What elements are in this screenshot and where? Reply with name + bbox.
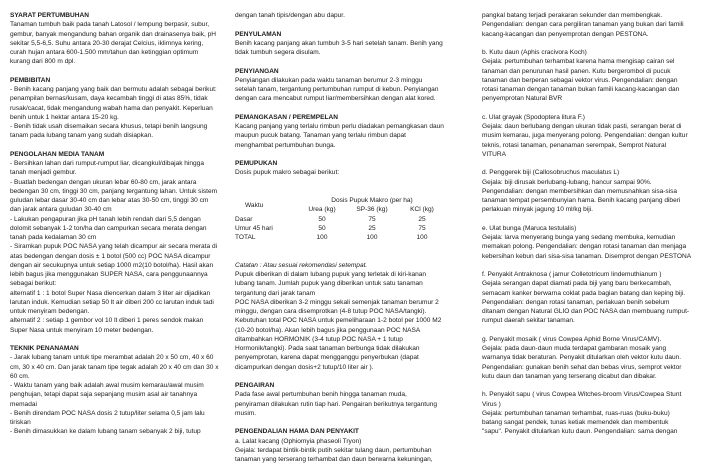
- paragraph-spacer: [235, 418, 471, 427]
- text-line: teknis, rotasi tanaman, penanaman serempak, Semprot Natural: [482, 141, 667, 149]
- text-line: Tanaman tumbuh baik pada tanah Latosol / lempung berpasir, subur,: [10, 21, 210, 29]
- section-heading: PEMANGKASAN / PEREMPELAN: [235, 113, 338, 121]
- text-line: f. Penyakit Antraknosa ( jamur Colletotricum lindemuthianum ): [482, 271, 662, 278]
- text-line: dengan cara mencabut rumput liar/membersihkan dengan alat kored.: [235, 95, 436, 103]
- paragraph-spacer: [482, 39, 724, 48]
- text-line: penghujan, tetapi dapat saja sepanjang musim asal air tanahnya: [10, 391, 198, 399]
- text-line: "sapu". Penyakit ditularkan kutu daun. Pengendalian: sama dengan: [482, 428, 678, 436]
- table-cell: 100: [416, 234, 428, 241]
- text-line: memakan polong. Pengendalian: dengan rotasi tanaman dan menjaga: [482, 243, 687, 251]
- section-heading: PENYULAMAN: [235, 30, 282, 38]
- text-line: kutu daun dan tanaman yang terserang dicabut dan dibakar.: [482, 372, 657, 380]
- text-line: Gejala: larva menyerang bunga yang sedang membuka, kemudian: [482, 234, 676, 241]
- text-line: - Jarak lubang tanam untuk tipe merambat adalah 20 x 50 cm, 40 x 60: [10, 354, 214, 362]
- text-line: rotasi tanaman dengan tanaman bukan famili kacang-kacangan dan: [482, 86, 680, 93]
- text-line: Gejala: pertumbuhan terhambat karena hama mengisap cairan sel: [482, 58, 675, 66]
- text-line: rusak/cacat, tidak mengandung wabah hama dan penyakit. Keperluan: [10, 104, 213, 112]
- text-line: alternatif 1 : 1 botol Super Nasa diencerkan dalam 3 liter air dijadikan: [10, 289, 211, 297]
- text-line: ditanam dengan Natural GLIO dan POC NASA dan membuang rumput-: [482, 308, 690, 315]
- text-line: tidak tumbuh segera disulam.: [235, 49, 321, 56]
- section-heading: PENGENDALIAN HAMA DAN PENYAKIT: [235, 428, 359, 436]
- text-line: warnanya tidak beraturan. Penyakit ditularkan oleh vektor kutu daun.: [482, 354, 682, 362]
- paragraph-spacer: [482, 159, 724, 168]
- text-line: penyiraman dilakukan rutin tiap hari. Pengairan berikutnya tergantung: [235, 400, 437, 408]
- text-line: Pengendalian: dengan rotasi tanaman, perlakuan benih sebelum: [482, 298, 670, 306]
- text-line: Virus ): [482, 400, 501, 408]
- text-line: tanaman tempat persembunyian hama. Benih kacang panjang diberi: [482, 197, 681, 204]
- paragraph-spacer: [10, 335, 232, 344]
- text-line: - Benih tidak usah disemaikan secara khusus, tetapi benih langsung: [10, 123, 208, 130]
- table-row-label-header: Waktu: [245, 201, 264, 209]
- table-row: [235, 215, 447, 224]
- table-cell: 100: [316, 234, 328, 241]
- table-cell: 25: [368, 224, 376, 232]
- text-line: - Siramkan pupuk POC NASA yang telah dicampur air secara merata di: [10, 243, 218, 251]
- text-line: kebersihan kebun dari sisa-sisa tanaman. Disemprot dengan PESTONA: [482, 252, 692, 260]
- text-line: bedengan 30 cm, tinggi 30 cm, panjang tergantung lahan. Untuk sistem: [10, 187, 218, 195]
- text-line: menghambat pertumbuhan bunga.: [235, 141, 336, 149]
- section-heading: PEMUPUKAN: [235, 160, 278, 167]
- paragraph-spacer: [482, 326, 724, 335]
- text-line: Gejala: pertumbuhan tanaman terhambat, ruas-ruas (buku-buku): [482, 409, 670, 417]
- table-cell: 50: [318, 215, 326, 223]
- text-line: Benih kacang panjang akan tumbuh 3-5 hari setelah tanam. Benih yang: [235, 39, 443, 47]
- text-line: POC NASA diberikan 3-2 minggu sekali semenjak tanaman berumur 2: [235, 298, 439, 306]
- paragraph-spacer: [10, 67, 232, 76]
- text-line: Pengendalian: dengan membersihkan dan memusnahkan sisa-sisa: [482, 187, 678, 195]
- text-line: tiriskan: [10, 419, 31, 426]
- section-heading: PEMBIBITAN: [10, 76, 51, 84]
- text-line: dengan air secukupnya untuk setiap 1000 m2(10 botol/ha). Hasil akan: [10, 261, 214, 269]
- table-row-label: TOTAL: [235, 234, 256, 241]
- text-line: Kacang panjang yang terlalu rimbun perlu diadakan pemangkasan daun: [235, 123, 444, 130]
- section-heading: PENGOLAHAN MEDIA TANAM: [10, 150, 105, 158]
- text-line: tanaman dan berperan sebagai vektor virus. Pengendalian: dengan: [482, 76, 678, 84]
- text-line: Gejala: pada daun-daun muda terdapat gambaran mosaik yang: [482, 345, 667, 352]
- section-heading: PENGAIRAN: [235, 382, 275, 389]
- table-row: [235, 224, 447, 233]
- text-line: Pada fase awal pertumbuhan benih hingga tanaman muda,: [235, 391, 407, 399]
- text-line: alternatif 2 : setiap 1 gembor vol 10 lt diberi 1 peres sendok makan: [10, 317, 204, 325]
- text-line: Pengendalian: dengan cara pergiliran tanaman yang bukan dari famili: [482, 21, 684, 29]
- paragraph-spacer: [482, 215, 724, 224]
- text-line: musim kemarau, juga menyerang polong. Pengendalian: dengan kultur: [482, 132, 688, 140]
- text-line: - Buatlah bedengan dengan ukuran lebar 60-80 cm, jarak antara: [10, 178, 197, 186]
- text-line: h. Penyakit sapu ( virus Cowpea Witches-broom Virus/Cowpea Stunt: [482, 391, 682, 399]
- paragraph-spacer: [235, 104, 471, 113]
- section-heading: PENYIANGAN: [235, 67, 279, 75]
- text-line: setelah tanam, tergantung pertumbuhan rumput di kebun. Penyiangan: [235, 86, 439, 93]
- text-line: - Benih kacang panjang yang baik dan bermutu adalah sebagai berikut:: [10, 86, 217, 93]
- text-line: Catatan : Atau sesuai rekomendasi setempat.: [235, 261, 368, 269]
- table-cell: 75: [368, 215, 376, 223]
- text-line: tergantung dari jarak tanam: [235, 289, 316, 297]
- text-line: tanah menjadi gembur.: [10, 169, 77, 177]
- text-line: - Bersihkan lahan dari rumput-rumput liar, dicangkul/dibajak hingga: [10, 160, 204, 167]
- paragraph-spacer: [10, 141, 232, 150]
- paragraph-spacer: [482, 381, 724, 390]
- text-line: g. Penyakit mosaik ( virus Cowpea Aphid Borne Virus/CAMV).: [482, 335, 662, 343]
- text-line: c. Ulat grayak (Spodoptera litura F.): [482, 113, 585, 121]
- text-line: minggu, dengan cara disemprotkan (4-8 tutup POC NASA/tangki).: [235, 308, 427, 315]
- text-line: a. Lalat kacang (Ophiomyia phaseoli Tryon): [235, 437, 362, 445]
- text-line: Gejala: biji dirusak berlubang-lubang, hancur sampai 90%.: [482, 178, 652, 186]
- text-line: dan jarak antara guludan 30-40 cm: [10, 206, 112, 214]
- fertilizer-dosage-table: [235, 196, 447, 242]
- text-line: tanaman dan penurunan hasil panen. Kutu bergerombol di pucuk: [482, 67, 671, 75]
- text-line: memadai: [10, 400, 37, 408]
- column-middle: [235, 11, 471, 464]
- paragraph-spacer: [482, 261, 724, 270]
- text-line: kurang dari 800 m dpl.: [10, 58, 76, 66]
- text-line: Pupuk diberikan di dalam lubang pupuk yang terletak di kiri-kanan: [235, 271, 427, 278]
- text-line: Super Nasa untuk menyiram 10 meter bedengan.: [10, 326, 154, 334]
- text-line: tanam pada lubang tanam yang sudah disiapkan.: [10, 132, 154, 140]
- text-line: benih untuk 1 hektar antara 15-20 kg.: [10, 113, 119, 121]
- text-line: guludan lebar dasar 30-40 cm dan lebar atas 30-50 cm, tinggi 30 cm: [10, 197, 209, 204]
- column-left: [10, 11, 232, 437]
- text-line: musim.: [235, 409, 257, 417]
- table-row-label: Umur 45 hari: [235, 224, 273, 232]
- text-line: penyemprotan, karena dapat mengganggu penyerbukan (dapat: [235, 354, 419, 362]
- table-cell: 50: [318, 224, 326, 232]
- text-line: ditambahkan HORMONIK (3-4 tutup POC NASA + 1 tutup: [235, 335, 403, 343]
- text-line: curah hujan antara 600-1.500 mm/tahun dan ketinggian optimum: [10, 49, 199, 56]
- table-row: [235, 233, 447, 242]
- text-line: Dosis pupuk makro sebagai berikut:: [235, 169, 340, 177]
- text-line: gembur, banyak mengandung bahan organik dan drainasenya baik, pH: [10, 30, 217, 38]
- text-line: batang sangat pendek, tunas ketiak memendek dan membentuk: [482, 419, 669, 426]
- text-line: cm, 30 x 40 cm. Dan jarak tanam tipe tegak adalah 20 x 40 cm dan 30 x: [10, 363, 219, 371]
- table-cell: 75: [418, 224, 426, 232]
- section-heading: TEKNIK PENANAMAN: [10, 345, 79, 352]
- text-line: Pengendalian: gunakan benih sehat dan bebas virus, semprot vektor: [482, 363, 682, 371]
- text-line: d. Penggerek biji (Callosobruchus maculatus L): [482, 169, 620, 177]
- text-line: pangkal batang terjadi perakaran sekunder dan membengkak.: [482, 12, 663, 19]
- text-line: Gejala serangan dapat diamati pada biji yang baru berkecambah,: [482, 280, 672, 288]
- text-line: sebagai berikut:: [10, 280, 57, 288]
- column-right: [482, 11, 724, 437]
- table-column-header: Urea (kg): [308, 206, 336, 214]
- text-line: dicampurkan dengan dosis+2 tutup/10 liter air ).: [235, 363, 374, 371]
- text-line: - Benih direndam POC NASA dosis 2 tutup/liter selama 0,5 jam lalu: [10, 409, 205, 417]
- text-line: dolomit sebanyak 1-2 ton/ha dan campurkan secara merata dengan: [10, 224, 207, 232]
- text-line: lebih bagus jika menggunakan SUPER NASA, cara penggunaannya: [10, 271, 208, 278]
- text-line: Hormonik/tangki). Pada saat tanaman berbunga tidak dilakukan: [235, 345, 420, 352]
- text-line: Penyiangan dilakukan pada waktu tanaman berumur 2-3 minggu: [235, 76, 423, 84]
- text-line: 60 cm.: [10, 372, 30, 380]
- text-line: lubang tanam. Jumlah pupuk yang diberikan untuk satu tanaman: [235, 280, 423, 288]
- text-line: tanaman yang terserang terhambat dan daun berwarna kekuningan,: [235, 456, 433, 463]
- table-column-header: KCl (kg): [410, 206, 434, 214]
- text-line: rumput daerah sekitar tanaman.: [482, 317, 575, 325]
- text-line: Gejala: daun berlubang dengan ukuran tidak pasti, serangan berat di: [482, 123, 682, 130]
- section-heading: SYARAT PERTUMBUHAN: [10, 12, 89, 19]
- text-line: sekitar 5,5-6,5. Suhu antara 20-30 derajat Celcius, iklimnya kering,: [10, 39, 204, 47]
- text-line: penampilan bernas/kusam, daya kecambah tinggi di atas 85%, tidak: [10, 95, 208, 103]
- text-line: b. Kutu daun (Aphis cracivora Koch): [482, 49, 587, 56]
- table-cell: 25: [418, 215, 426, 223]
- text-line: - Lakukan pengapuran jika pH tanah lebih rendah dari 5,5 dengan: [10, 215, 201, 223]
- text-line: - Benih dimasukkan ke dalam lubang tanam sebanyak 2 biji, tutup: [10, 428, 201, 436]
- text-line: penyemprotan Natural BVR: [482, 95, 563, 103]
- text-line: dengan tanah tipis/dengan abu dapur.: [235, 12, 345, 19]
- text-line: Kebutuhan total POC NASA untuk pemeliharaan 1-2 botol per 1000 M2: [235, 317, 442, 325]
- text-line: larutan induk. Kemudian setiap 50 lt air diberi 200 cc larutan induk tadi: [10, 298, 214, 306]
- paragraph-spacer: [235, 150, 471, 159]
- paragraph-spacer: [235, 372, 471, 381]
- text-line: perlakuan minyak jagung 10 ml/kg biji.: [482, 206, 593, 214]
- paragraph-spacer: [235, 57, 471, 66]
- table-row-label: Dasar: [235, 215, 253, 223]
- text-line: VITURA: [482, 150, 507, 158]
- paragraph-spacer: [235, 20, 471, 29]
- text-line: kacang-kacangan dan penyemprotan dengan PESTONA.: [482, 30, 649, 38]
- text-line: atas bedengan dengan dosis ± 1 botol (500 cc) POC NASA dicampur: [10, 252, 211, 260]
- text-line: e. Ulat bunga (Maruca testulalis): [482, 224, 577, 232]
- text-line: maupun pucuk batang. Tanaman yang terlalu rimbun dapat: [235, 132, 406, 140]
- text-line: - Waktu tanam yang baik adalah awal musim kemarau/awal musim: [10, 382, 204, 389]
- text-line: Gejala: terdapat bintik-bintik putih sekitar tulang daun, pertumbuhan: [235, 446, 432, 454]
- text-line: untuk menyiram bedengan.: [10, 308, 90, 315]
- table-cell: 100: [366, 234, 378, 241]
- table-group-header: Dosis Pupuk Makro (per ha): [331, 197, 413, 204]
- paragraph-spacer: [235, 252, 471, 261]
- text-line: tanah pada kedalaman 30 cm: [10, 234, 97, 241]
- paragraph-spacer: [482, 104, 724, 113]
- table-column-header: SP-36 (kg): [356, 206, 388, 214]
- text-line: semacam kanker berwarna coklat pada bagian batang dan keping biji.: [482, 289, 686, 297]
- text-line: (10-20 botol/ha). Akan lebih bagus jika penggunaan POC NASA: [235, 326, 421, 334]
